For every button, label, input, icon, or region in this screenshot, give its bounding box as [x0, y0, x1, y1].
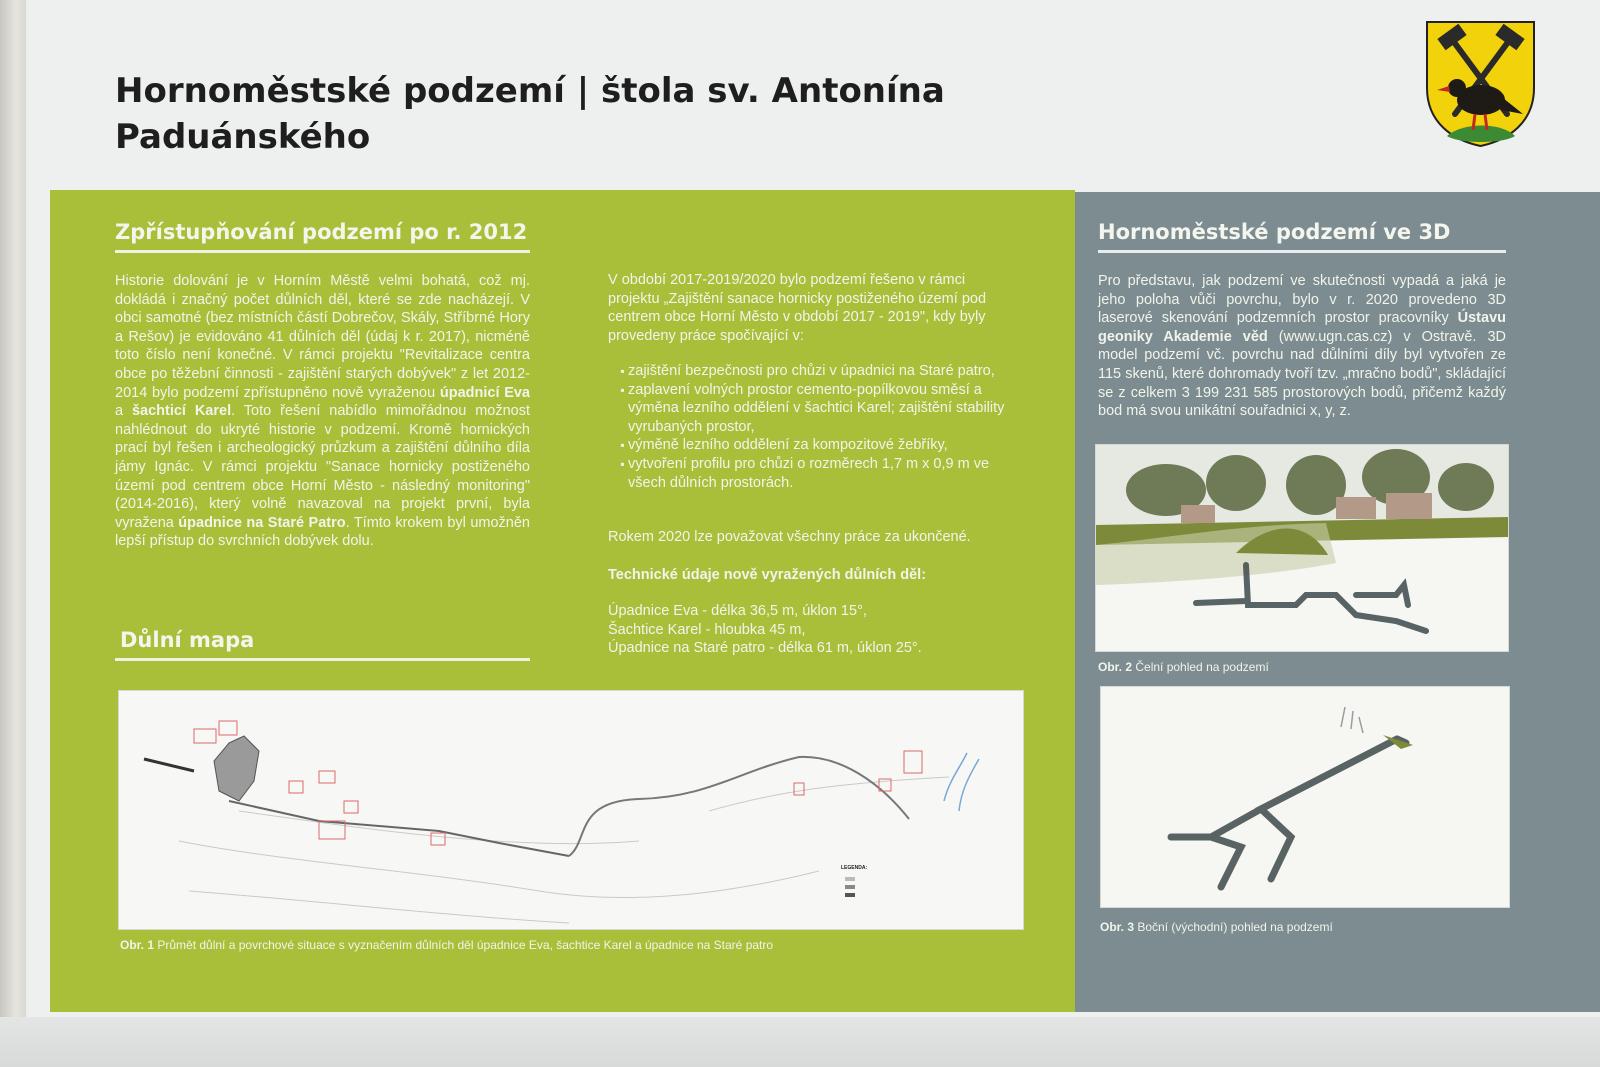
- fig1-caption: Obr. 1 Průmět důlní a povrchové situace s vyznačením důlních děl úpadnice Eva, šachtice Karel a úpadnice na Staré patro: [120, 938, 774, 952]
- right-heading-rule: [1098, 250, 1506, 253]
- left-section-heading: Zpřístupňování podzemí po r. 2012: [115, 220, 528, 244]
- tech-data-line: Úpadnice na Staré patro - délka 61 m, úklon 25°.: [608, 640, 922, 657]
- text-run: . Tímto krokem byl umožněn lepší přístup do svrchních dobývek dolu.: [115, 514, 530, 550]
- bullet-item: • vytvoření profilu pro chůzi o rozměrech 1,7 m x 0,9 m ve všech důlních prostorách.: [628, 455, 1018, 492]
- bullet-item: • zajištění bezpečnosti pro chůzi v úpadnici na Staré patro,: [628, 362, 1018, 381]
- tech-heading: Technické údaje nově vyražených důlních děl:: [608, 567, 927, 583]
- page-title: Hornoměstské podzemí | štola sv. Antonína Paduánského: [115, 71, 945, 157]
- fig3-caption: Obr. 3 Boční (východní) pohled na podzemí: [1100, 920, 1333, 934]
- right-section-heading: Hornoměstské podzemí ve 3D: [1098, 220, 1451, 244]
- sign-frame-bottom: [0, 1017, 1600, 1067]
- town-crest-icon: [1423, 18, 1538, 148]
- tech-data-line: Šachtice Karel - hloubka 45 m,: [608, 621, 806, 638]
- mine-map-figure: [118, 690, 1024, 930]
- middle-intro: V období 2017-2019/2020 bylo podzemí řešeno v rámci projektu „Zajištění sanace hornicky postiženého území pod centrem obce Horní Město v období 2017 - 2019", kdy byly provedeny práce spočívající v:: [608, 272, 987, 344]
- bullet-item: • výměně lezního oddělení za kompozitové žebříky,: [628, 436, 1018, 455]
- bold-term: šachticí Karel: [131, 403, 232, 420]
- tech-data-list: [608, 602, 1018, 658]
- map-heading-rule: [115, 658, 530, 661]
- bullet-item: • zaplavení volných prostor cemento-popílkovou směsí a výměna lezního oddělení v šachtici Karel; zajištění stability vyrubaných prostor,: [628, 381, 1018, 437]
- bold-term: úpadnicí Eva: [439, 384, 530, 401]
- tech-data-line: Úpadnice Eva - délka 36,5 m, úklon 15°,: [608, 603, 867, 619]
- bold-term: úpadnice na Staré Patro: [178, 514, 346, 531]
- map-heading: Důlní mapa: [120, 628, 255, 652]
- sign-frame-left: [0, 0, 26, 1067]
- left-heading-rule: [115, 250, 530, 253]
- point-cloud-side-image: [1101, 687, 1509, 907]
- text-run: a: [115, 403, 132, 420]
- map-legend-title: LEGENDA:: [841, 865, 868, 871]
- fig2-caption: Obr. 2 Čelní pohled na podzemí: [1098, 660, 1269, 674]
- text-run: . Toto řešení nabídlo mimořádnou možnost nahlédnout do ukryté historie v podzemí. Kromě hornických prací byl řešen i archeologický průzkum a zajištění důlního díla jámy Ignác. V rámci projektu "Sanace hornicky postiženého území pod centrem obce Horní Město - následný monitoring" (2014-2016), který volně navazoval na projekt první, byla vyražena: [115, 403, 530, 531]
- fig2-3d-front-view: [1095, 444, 1509, 652]
- text-run: (www.ugn.cas.cz) v Ostravě. 3D model podzemí vč. povrchu nad důlními díly byl vytvořen ze 115 skenů, které dohromady tvoří tzv. „mračno bodů", skládající se z celkem 3 199 231 585 prostorových bodů, přičemž každý bod má svou unikátní souřadnici x, y, z.: [1098, 328, 1506, 420]
- middle-conclusion: Rokem 2020 lze považovat všechny práce za ukončené.: [608, 529, 971, 545]
- fig3-3d-side-view: [1100, 686, 1510, 908]
- mine-map-drawing: [119, 691, 1023, 929]
- text-run: Historie dolování je v Horním Městě velmi bohatá, což mj. dokládá i značný počet důlních děl, které se zde nacházejí. V obci samotné (bez místních částí Dobrečov, Skály, Stříbrné Hory a Rešov) je evidováno 41 důlních děl (údaj k r. 2017), nicméně toto číslo není konečné. V rámci projektu "Revitalizace centra obce po těžební činnosti - zajištění starých dobývek" z let 2012-2014 bylo podzemí zpřístupněno nově vyraženou: [115, 273, 530, 401]
- point-cloud-front-image: [1096, 445, 1508, 651]
- bold-term: Ústavu geoniky Akademie věd: [1098, 310, 1506, 345]
- left-section-text: [115, 272, 530, 551]
- right-section-text: [1098, 272, 1506, 421]
- text-run: Pro představu, jak podzemí ve skutečnosti vypadá a jaká je jeho poloha vůči povrchu, bylo v r. 2020 provedeno 3D laserové skenování podzemních prostor pracovníky: [1098, 273, 1506, 327]
- middle-bullet-list: [608, 362, 1018, 492]
